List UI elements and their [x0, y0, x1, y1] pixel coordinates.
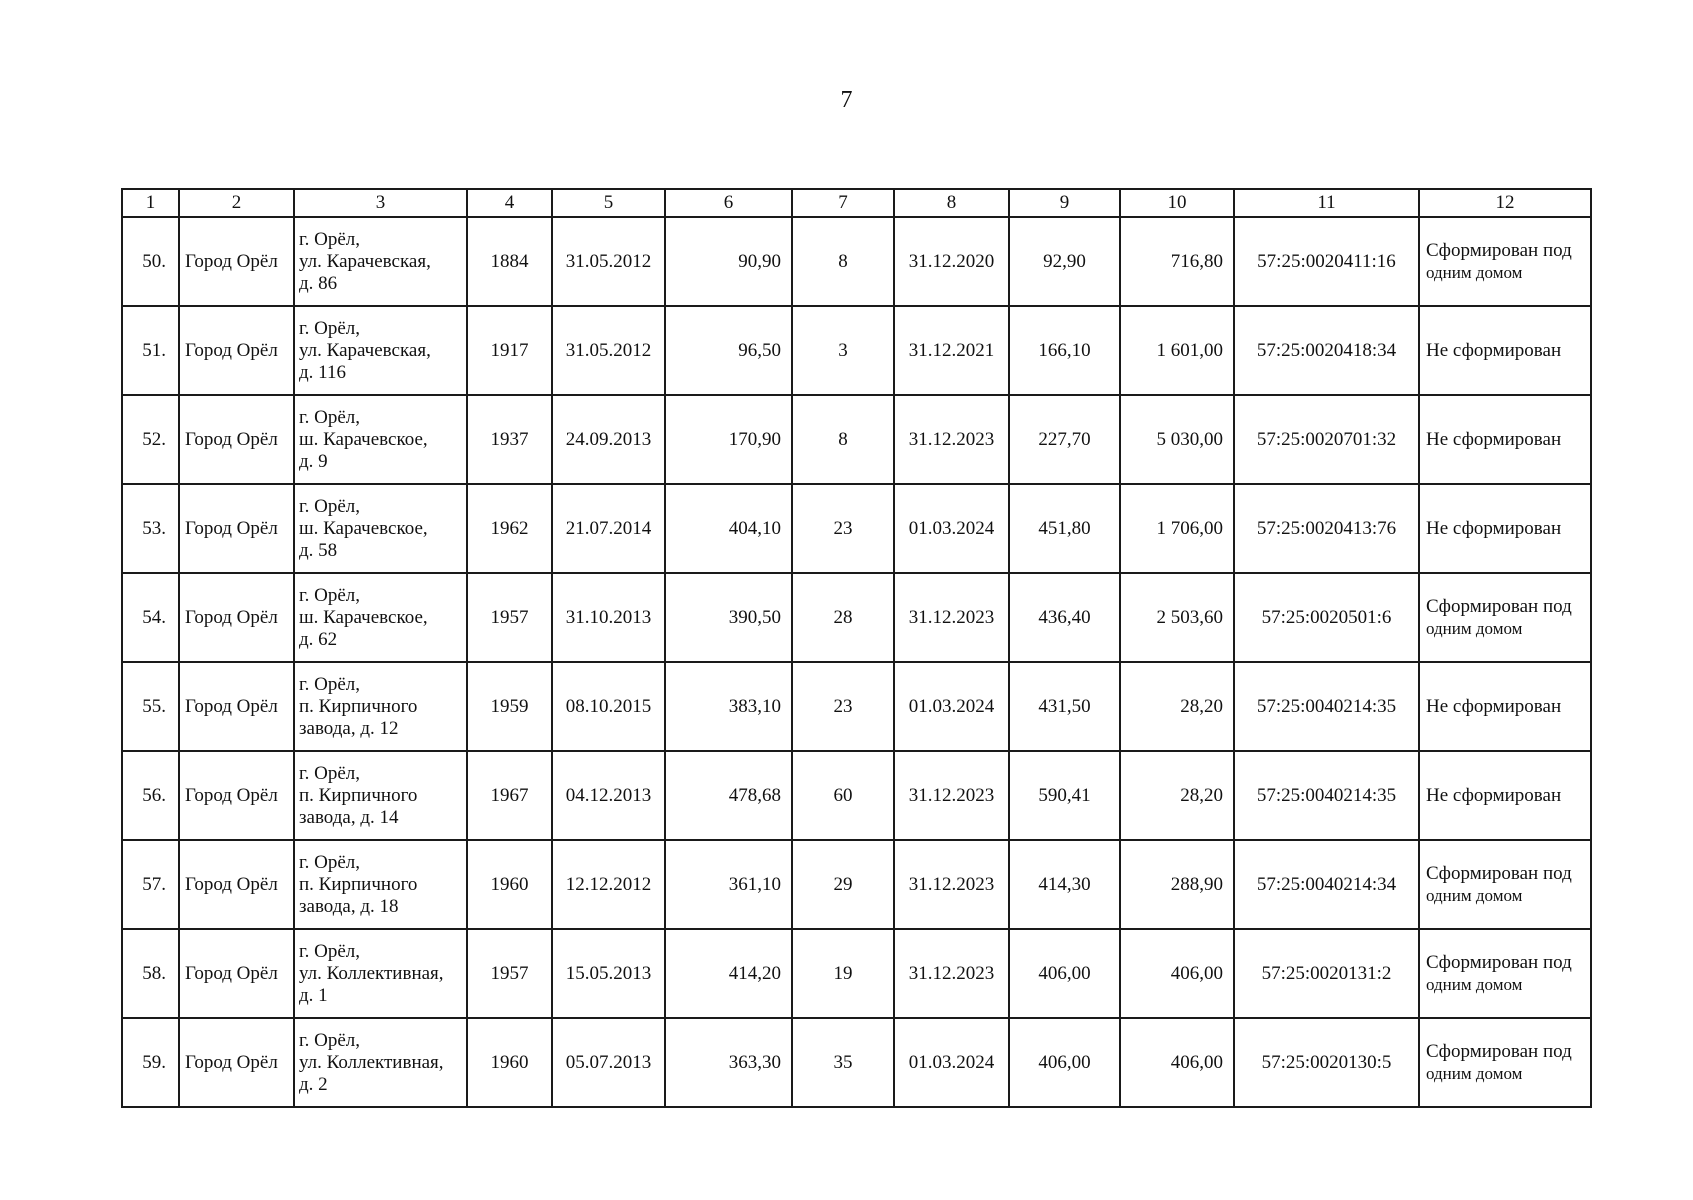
residents-count-cell: 29	[792, 840, 894, 929]
cadastral-number-cell: 57:25:0020418:34	[1234, 306, 1419, 395]
area-total-cell: 166,10	[1009, 306, 1120, 395]
land-status-line: одним домом	[1426, 974, 1523, 994]
planned-date-cell: 31.12.2023	[894, 840, 1009, 929]
planned-date-cell: 31.12.2023	[894, 929, 1009, 1018]
planned-date-cell: 01.03.2024	[894, 484, 1009, 573]
address-line: завода, д. 14	[299, 806, 399, 828]
table-body	[122, 217, 1591, 1107]
area-residential-cell: 383,10	[665, 662, 792, 751]
land-status-line: Не сформирован	[1426, 695, 1562, 717]
address-cell	[294, 929, 467, 1018]
land-status-line: одним домом	[1426, 885, 1523, 905]
land-status-line: Не сформирован	[1426, 339, 1562, 361]
cadastral-number-cell: 57:25:0020413:76	[1234, 484, 1419, 573]
municipality-cell: Город Орёл	[179, 840, 294, 929]
residents-count-cell: 8	[792, 217, 894, 306]
row-number-cell: 58.	[122, 929, 179, 1018]
address-line: г. Орёл,	[299, 584, 361, 606]
address-line: г. Орёл,	[299, 1029, 361, 1051]
build-year-cell: 1960	[467, 840, 552, 929]
address-line: завода, д. 12	[299, 717, 399, 739]
column-header-2: 2	[179, 189, 294, 217]
land-status-cell	[1419, 217, 1591, 306]
table-row	[122, 573, 1591, 662]
residents-count-cell: 60	[792, 751, 894, 840]
cadastral-number-cell: 57:25:0020411:16	[1234, 217, 1419, 306]
planned-date-cell: 31.12.2020	[894, 217, 1009, 306]
cadastral-number-cell: 57:25:0020501:6	[1234, 573, 1419, 662]
address-line: ш. Карачевское,	[299, 517, 428, 539]
table-header	[122, 189, 1591, 217]
land-status-cell	[1419, 484, 1591, 573]
table-row	[122, 484, 1591, 573]
address-cell	[294, 306, 467, 395]
recognition-date-cell: 04.12.2013	[552, 751, 665, 840]
address-line: п. Кирпичного	[299, 695, 418, 717]
area-residential-cell: 170,90	[665, 395, 792, 484]
land-area-cell: 1 706,00	[1120, 484, 1234, 573]
address-line: п. Кирпичного	[299, 784, 418, 806]
land-status-line: Сформирован под	[1426, 951, 1572, 973]
land-status-cell	[1419, 929, 1591, 1018]
address-line: ул. Карачевская,	[299, 250, 431, 272]
planned-date-cell: 31.12.2023	[894, 751, 1009, 840]
build-year-cell: 1937	[467, 395, 552, 484]
table-row	[122, 1018, 1591, 1107]
address-line: д. 62	[299, 628, 338, 650]
build-year-cell: 1960	[467, 1018, 552, 1107]
address-line: д. 86	[299, 272, 338, 294]
land-status-line: Сформирован под	[1426, 1040, 1572, 1062]
area-total-cell: 436,40	[1009, 573, 1120, 662]
area-residential-cell: 478,68	[665, 751, 792, 840]
planned-date-cell: 31.12.2021	[894, 306, 1009, 395]
table-row	[122, 751, 1591, 840]
table-row	[122, 217, 1591, 306]
table-row	[122, 840, 1591, 929]
address-line: ул. Коллективная,	[299, 962, 444, 984]
area-residential-cell: 96,50	[665, 306, 792, 395]
area-total-cell: 414,30	[1009, 840, 1120, 929]
address-line: г. Орёл,	[299, 673, 361, 695]
land-area-cell: 1 601,00	[1120, 306, 1234, 395]
municipality-cell: Город Орёл	[179, 306, 294, 395]
land-status-cell	[1419, 395, 1591, 484]
municipality-cell: Город Орёл	[179, 395, 294, 484]
cadastral-number-cell: 57:25:0020131:2	[1234, 929, 1419, 1018]
row-number-cell: 52.	[122, 395, 179, 484]
row-number-cell: 56.	[122, 751, 179, 840]
land-status-line: Сформирован под	[1426, 862, 1572, 884]
cadastral-number-cell: 57:25:0020701:32	[1234, 395, 1419, 484]
address-cell	[294, 751, 467, 840]
recognition-date-cell: 12.12.2012	[552, 840, 665, 929]
area-total-cell: 590,41	[1009, 751, 1120, 840]
area-total-cell: 406,00	[1009, 1018, 1120, 1107]
municipality-cell: Город Орёл	[179, 1018, 294, 1107]
build-year-cell: 1962	[467, 484, 552, 573]
table-row	[122, 395, 1591, 484]
planned-date-cell: 31.12.2023	[894, 395, 1009, 484]
residents-count-cell: 19	[792, 929, 894, 1018]
area-residential-cell: 90,90	[665, 217, 792, 306]
cadastral-number-cell: 57:25:0040214:34	[1234, 840, 1419, 929]
address-line: г. Орёл,	[299, 762, 361, 784]
area-total-cell: 451,80	[1009, 484, 1120, 573]
address-cell	[294, 1018, 467, 1107]
residents-count-cell: 23	[792, 484, 894, 573]
municipality-cell: Город Орёл	[179, 217, 294, 306]
address-line: г. Орёл,	[299, 317, 361, 339]
column-header-6: 6	[665, 189, 792, 217]
build-year-cell: 1917	[467, 306, 552, 395]
address-line: д. 58	[299, 539, 338, 561]
recognition-date-cell: 15.05.2013	[552, 929, 665, 1018]
area-residential-cell: 361,10	[665, 840, 792, 929]
address-line: г. Орёл,	[299, 495, 361, 517]
land-area-cell: 28,20	[1120, 662, 1234, 751]
table-row	[122, 662, 1591, 751]
build-year-cell: 1957	[467, 929, 552, 1018]
cadastral-number-cell: 57:25:0020130:5	[1234, 1018, 1419, 1107]
column-header-12: 12	[1419, 189, 1591, 217]
row-number-cell: 55.	[122, 662, 179, 751]
address-line: г. Орёл,	[299, 406, 361, 428]
address-line: ул. Карачевская,	[299, 339, 431, 361]
row-number-cell: 51.	[122, 306, 179, 395]
land-area-cell: 288,90	[1120, 840, 1234, 929]
residents-count-cell: 8	[792, 395, 894, 484]
table-row	[122, 929, 1591, 1018]
address-line: п. Кирпичного	[299, 873, 418, 895]
build-year-cell: 1967	[467, 751, 552, 840]
column-header-4: 4	[467, 189, 552, 217]
address-line: завода, д. 18	[299, 895, 399, 917]
row-number-cell: 59.	[122, 1018, 179, 1107]
address-cell	[294, 840, 467, 929]
planned-date-cell: 01.03.2024	[894, 1018, 1009, 1107]
column-header-11: 11	[1234, 189, 1419, 217]
column-header-3: 3	[294, 189, 467, 217]
build-year-cell: 1959	[467, 662, 552, 751]
land-status-line: Не сформирован	[1426, 784, 1562, 806]
address-line: д. 116	[299, 361, 346, 383]
land-status-cell	[1419, 662, 1591, 751]
residents-count-cell: 23	[792, 662, 894, 751]
address-line: г. Орёл,	[299, 940, 361, 962]
table-row	[122, 306, 1591, 395]
row-number-cell: 53.	[122, 484, 179, 573]
address-line: ш. Карачевское,	[299, 606, 428, 628]
land-status-line: одним домом	[1426, 1063, 1523, 1083]
column-header-10: 10	[1120, 189, 1234, 217]
area-residential-cell: 414,20	[665, 929, 792, 1018]
recognition-date-cell: 31.10.2013	[552, 573, 665, 662]
recognition-date-cell: 31.05.2012	[552, 217, 665, 306]
address-cell	[294, 395, 467, 484]
recognition-date-cell: 08.10.2015	[552, 662, 665, 751]
land-status-line: одним домом	[1426, 262, 1523, 282]
address-cell	[294, 573, 467, 662]
land-status-cell	[1419, 1018, 1591, 1107]
column-header-1: 1	[122, 189, 179, 217]
cadastral-number-cell: 57:25:0040214:35	[1234, 662, 1419, 751]
land-status-line: Сформирован под	[1426, 595, 1572, 617]
planned-date-cell: 31.12.2023	[894, 573, 1009, 662]
area-total-cell: 227,70	[1009, 395, 1120, 484]
land-area-cell: 2 503,60	[1120, 573, 1234, 662]
build-year-cell: 1957	[467, 573, 552, 662]
land-area-cell: 5 030,00	[1120, 395, 1234, 484]
land-area-cell: 28,20	[1120, 751, 1234, 840]
row-number-cell: 57.	[122, 840, 179, 929]
column-header-5: 5	[552, 189, 665, 217]
municipality-cell: Город Орёл	[179, 573, 294, 662]
address-line: д. 2	[299, 1073, 328, 1095]
residents-count-cell: 3	[792, 306, 894, 395]
column-header-7: 7	[792, 189, 894, 217]
residents-count-cell: 28	[792, 573, 894, 662]
area-total-cell: 92,90	[1009, 217, 1120, 306]
municipality-cell: Город Орёл	[179, 929, 294, 1018]
recognition-date-cell: 24.09.2013	[552, 395, 665, 484]
municipality-cell: Город Орёл	[179, 751, 294, 840]
recognition-date-cell: 21.07.2014	[552, 484, 665, 573]
land-area-cell: 406,00	[1120, 1018, 1234, 1107]
area-residential-cell: 363,30	[665, 1018, 792, 1107]
address-line: д. 9	[299, 450, 328, 472]
land-status-line: Сформирован под	[1426, 239, 1572, 261]
municipality-cell: Город Орёл	[179, 484, 294, 573]
address-line: ш. Карачевское,	[299, 428, 428, 450]
build-year-cell: 1884	[467, 217, 552, 306]
area-residential-cell: 390,50	[665, 573, 792, 662]
land-status-line: Не сформирован	[1426, 517, 1562, 539]
row-number-cell: 54.	[122, 573, 179, 662]
area-total-cell: 431,50	[1009, 662, 1120, 751]
address-cell	[294, 484, 467, 573]
planned-date-cell: 01.03.2024	[894, 662, 1009, 751]
land-status-line: Не сформирован	[1426, 428, 1562, 450]
recognition-date-cell: 31.05.2012	[552, 306, 665, 395]
column-header-9: 9	[1009, 189, 1120, 217]
land-area-cell: 406,00	[1120, 929, 1234, 1018]
address-cell	[294, 662, 467, 751]
land-area-cell: 716,80	[1120, 217, 1234, 306]
housing-table	[121, 188, 1592, 1108]
address-cell	[294, 217, 467, 306]
column-header-8: 8	[894, 189, 1009, 217]
address-line: г. Орёл,	[299, 851, 361, 873]
area-residential-cell: 404,10	[665, 484, 792, 573]
row-number-cell: 50.	[122, 217, 179, 306]
municipality-cell: Город Орёл	[179, 662, 294, 751]
land-status-cell	[1419, 751, 1591, 840]
cadastral-number-cell: 57:25:0040214:35	[1234, 751, 1419, 840]
land-status-line: одним домом	[1426, 618, 1523, 638]
land-status-cell	[1419, 840, 1591, 929]
residents-count-cell: 35	[792, 1018, 894, 1107]
page-number: 7	[840, 87, 853, 113]
recognition-date-cell: 05.07.2013	[552, 1018, 665, 1107]
address-line: ул. Коллективная,	[299, 1051, 444, 1073]
land-status-cell	[1419, 306, 1591, 395]
address-line: г. Орёл,	[299, 228, 361, 250]
land-status-cell	[1419, 573, 1591, 662]
header-row	[122, 189, 1591, 217]
area-total-cell: 406,00	[1009, 929, 1120, 1018]
address-line: д. 1	[299, 984, 328, 1006]
